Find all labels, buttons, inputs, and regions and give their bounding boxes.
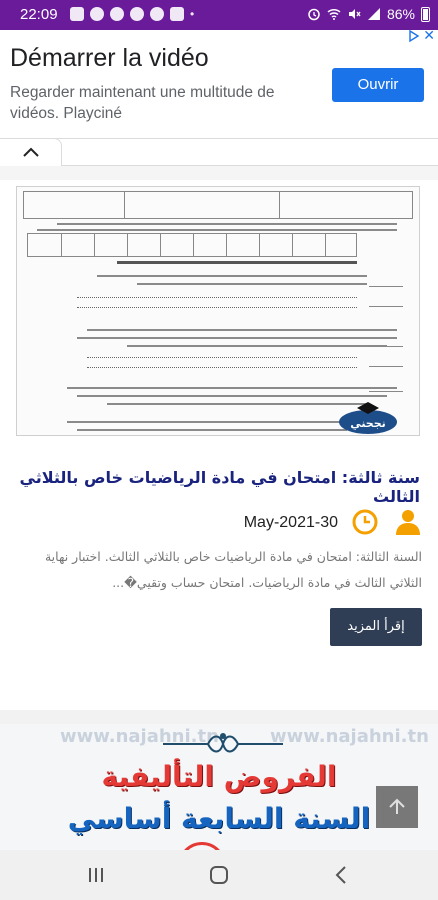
youtube-icon bbox=[170, 7, 184, 21]
more-notifications-indicator: • bbox=[190, 7, 195, 21]
post-card bbox=[10, 180, 428, 700]
messenger-icon bbox=[90, 7, 104, 21]
watermark-text: www.najahni.tn bbox=[270, 726, 429, 747]
ad-collapse-bar bbox=[0, 138, 438, 166]
post-date: May-2021-30 bbox=[243, 514, 338, 531]
read-more-button[interactable]: إقرأ المزيد bbox=[330, 608, 422, 646]
messenger-icon bbox=[150, 7, 164, 21]
exam-header-table bbox=[23, 191, 413, 219]
alarm-icon bbox=[307, 7, 321, 21]
arrow-up-icon bbox=[387, 798, 407, 816]
post-separator bbox=[0, 710, 438, 724]
najahni-logo bbox=[337, 400, 399, 436]
logo-text: نجحني bbox=[350, 417, 386, 430]
battery-percent: 86% bbox=[386, 6, 415, 22]
ornament-icon bbox=[158, 732, 288, 756]
status-time: 22:09 bbox=[20, 6, 58, 23]
page-gutter bbox=[0, 166, 438, 180]
post-meta bbox=[16, 508, 422, 538]
gallery-icon bbox=[70, 7, 84, 21]
answer-boxes bbox=[27, 233, 357, 257]
ad-banner[interactable] bbox=[0, 30, 438, 138]
post-thumbnail[interactable] bbox=[16, 186, 420, 436]
post-title-link[interactable]: سنة ثالثة: امتحان في مادة الرياضيات خاص بالثلاثي الثالث bbox=[19, 468, 420, 506]
notification-icons bbox=[70, 7, 194, 21]
author-icon bbox=[394, 508, 422, 536]
ad-close-icon[interactable]: ✕ bbox=[423, 28, 435, 44]
next-post-thumbnail[interactable] bbox=[0, 724, 438, 854]
wifi-icon bbox=[327, 7, 341, 21]
status-bar bbox=[0, 0, 438, 30]
scroll-to-top-button[interactable] bbox=[376, 786, 418, 828]
next-post-line2: السنة السابعة أساسي bbox=[67, 802, 371, 835]
next-post-line1: الفروض التأليفية bbox=[101, 760, 337, 793]
back-icon[interactable] bbox=[332, 863, 350, 887]
post-excerpt: السنة الثالثة: امتحان في مادة الرياضيات خاص بالثلاثي الثالث. اختبار نهاية الثلاثي الثالث في مادة الرياضيات. امتحان حساب وتقيي�... bbox=[44, 549, 422, 590]
ad-open-button[interactable]: Ouvrir bbox=[332, 68, 424, 102]
ad-title[interactable]: Démarrer la vidéo bbox=[10, 44, 209, 72]
ad-description[interactable]: Regarder maintenant une multitude de vidéos. Playciné bbox=[10, 84, 275, 122]
signal-icon bbox=[367, 7, 381, 21]
chevron-up-icon bbox=[22, 146, 40, 158]
home-icon[interactable] bbox=[207, 863, 231, 887]
mute-icon bbox=[347, 7, 361, 21]
recent-apps-icon[interactable] bbox=[86, 863, 106, 887]
adchoices-icon[interactable] bbox=[408, 30, 420, 42]
watermark-text: www.najahni.tn bbox=[60, 726, 219, 747]
messenger-icon bbox=[110, 7, 124, 21]
android-nav-bar bbox=[0, 850, 438, 900]
messenger-icon bbox=[130, 7, 144, 21]
collapse-ad-button[interactable] bbox=[0, 138, 62, 166]
clock-icon bbox=[352, 509, 378, 535]
battery-icon bbox=[421, 7, 430, 22]
